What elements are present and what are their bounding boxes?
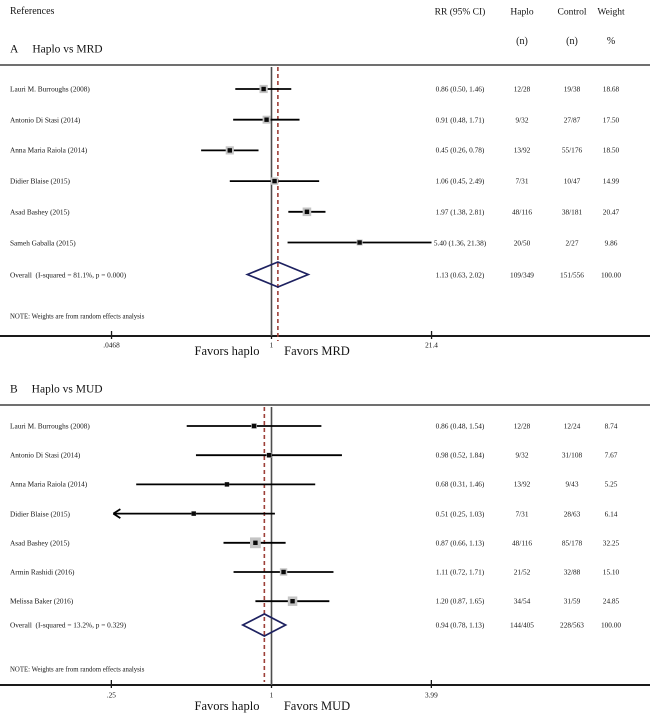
study-label: Melissa Baker (2016) <box>10 596 74 606</box>
study-label: Lauri M. Burroughs (2008) <box>10 84 90 94</box>
study-rr-value: 1.97 (1.38, 2.81) <box>435 207 485 217</box>
study-rr-value: 0.51 (0.25, 1.03) <box>435 508 485 518</box>
study-haplo-value: 20/50 <box>513 237 531 247</box>
study-point-marker <box>253 541 257 545</box>
study-label: Anna Maria Raiola (2014) <box>10 145 88 155</box>
study-control-value: 10/47 <box>563 176 581 186</box>
study-label: Asad Bashey (2015) <box>10 538 70 548</box>
study-rr-value: 1.11 (0.72, 1.71) <box>435 567 485 577</box>
panel-a-favors-left-label: Favors haplo <box>194 343 260 358</box>
study-control-value: 228/563 <box>560 620 584 630</box>
col-subheader-haplo-n: (n) <box>516 36 528 47</box>
study-weight-value: 24.85 <box>602 596 620 606</box>
study-point-marker <box>192 511 196 515</box>
study-weight-value: 8.74 <box>604 421 618 431</box>
study-control-value: 27/87 <box>563 115 581 125</box>
study-control-value: 151/556 <box>560 269 584 279</box>
study-weight-value: 6.14 <box>604 508 618 518</box>
axis-tick-label: .0468 <box>103 340 120 350</box>
col-subheader-control-n: (n) <box>566 36 578 47</box>
study-weight-value: 20.47 <box>602 207 620 217</box>
study-weight-value: 100.00 <box>600 620 622 630</box>
study-point-marker <box>261 87 265 91</box>
study-point-marker <box>290 599 294 603</box>
study-label: Sameh Gaballa (2015) <box>10 237 76 247</box>
study-haplo-value: 13/92 <box>513 145 531 155</box>
study-weight-value: 5.25 <box>604 479 618 489</box>
study-point-marker <box>267 453 271 457</box>
study-control-value: 19/38 <box>563 84 581 94</box>
panel-a-title-text: Haplo vs MRD <box>32 43 103 56</box>
axis-tick-label: 21.4 <box>425 340 438 350</box>
panel-b-title-text: Haplo vs MUD <box>31 383 103 396</box>
study-point-marker <box>357 240 361 244</box>
study-weight-value: 100.00 <box>600 269 622 279</box>
study-rr-value: 0.86 (0.48, 1.54) <box>435 421 485 431</box>
study-point-marker <box>264 118 268 122</box>
study-haplo-value: 48/116 <box>512 538 532 548</box>
study-point-marker <box>225 482 229 486</box>
study-label: Antonio Di Stasi (2014) <box>10 115 81 125</box>
study-label: Anna Maria Raiola (2014) <box>10 479 88 489</box>
study-control-value: 55/176 <box>561 145 583 155</box>
study-label: Overall (I-squared = 13.2%, p = 0.329) <box>10 620 127 630</box>
study-control-value: 28/63 <box>563 508 581 518</box>
study-point-marker <box>252 424 256 428</box>
study-rr-value: 5.40 (1.36, 21.38) <box>433 237 487 247</box>
panel-a-note: NOTE: Weights are from random effects analysis <box>10 313 145 321</box>
col-subheader-weight-pct: % <box>606 36 616 47</box>
study-label: Lauri M. Burroughs (2008) <box>10 421 90 431</box>
study-control-value: 31/108 <box>561 450 583 460</box>
study-weight-value: 7.67 <box>604 450 618 460</box>
study-label: Overall (I-squared = 81.1%, p = 0.000) <box>10 269 127 279</box>
study-control-value: 31/59 <box>563 596 581 606</box>
col-header-haplo: Haplo <box>510 7 534 18</box>
study-haplo-value: 21/52 <box>513 567 531 577</box>
col-header-weight: Weight <box>597 7 625 18</box>
study-point-marker <box>281 570 285 574</box>
study-haplo-value: 34/54 <box>513 596 531 606</box>
study-haplo-value: 48/116 <box>512 207 532 217</box>
study-weight-value: 18.50 <box>602 145 620 155</box>
study-label: Didier Blaise (2015) <box>10 176 70 186</box>
panel-a-title <box>10 44 103 56</box>
study-haplo-value: 109/349 <box>510 269 534 279</box>
study-haplo-value: 13/92 <box>513 479 531 489</box>
panel-b-title <box>10 384 103 396</box>
study-weight-value: 17.50 <box>602 115 620 125</box>
axis-tick-label: 3.99 <box>424 690 438 700</box>
axis-tick-label: 1 <box>269 690 274 700</box>
study-rr-value: 1.20 (0.87, 1.65) <box>435 596 485 606</box>
study-rr-value: 0.98 (0.52, 1.84) <box>435 450 485 460</box>
study-label: Antonio Di Stasi (2014) <box>10 450 81 460</box>
axis-tick-label: .25 <box>106 690 116 700</box>
panel-b-favors-left-label: Favors haplo <box>194 698 260 713</box>
study-haplo-value: 12/28 <box>513 84 531 94</box>
panel-b-favors-right-label: Favors MUD <box>283 698 351 713</box>
study-haplo-value: 144/405 <box>510 620 534 630</box>
panel-a-favors-right-label: Favors MRD <box>284 343 350 358</box>
study-rr-value: 0.94 (0.78, 1.13) <box>435 620 485 630</box>
study-label: Armin Rashidi (2016) <box>10 567 75 577</box>
panel-b-letter: B <box>10 383 18 396</box>
study-control-value: 85/178 <box>561 538 583 548</box>
panel-b-note: NOTE: Weights are from random effects analysis <box>10 666 145 674</box>
col-header-rr: RR (95% CI) <box>434 7 486 18</box>
study-rr-value: 0.87 (0.66, 1.13) <box>435 538 485 548</box>
col-header-control: Control <box>557 7 587 18</box>
axis-tick-label: 1 <box>269 340 274 350</box>
study-control-value: 12/24 <box>563 421 581 431</box>
study-haplo-value: 9/32 <box>515 115 529 125</box>
study-control-value: 38/181 <box>561 207 583 217</box>
study-rr-value: 0.86 (0.50, 1.46) <box>435 84 485 94</box>
study-rr-value: 1.06 (0.45, 2.49) <box>435 176 485 186</box>
study-weight-value: 18.68 <box>602 84 620 94</box>
study-control-value: 9/43 <box>565 479 579 489</box>
study-rr-value: 0.68 (0.31, 1.46) <box>435 479 485 489</box>
study-weight-value: 9.86 <box>604 237 618 247</box>
study-label: Didier Blaise (2015) <box>10 508 70 518</box>
study-weight-value: 14.99 <box>602 176 620 186</box>
study-haplo-value: 7/31 <box>515 176 529 186</box>
study-point-marker <box>228 148 232 152</box>
study-label: Asad Bashey (2015) <box>10 207 70 217</box>
study-point-marker <box>272 179 276 183</box>
study-control-value: 32/88 <box>563 567 581 577</box>
study-control-value: 2/27 <box>565 237 579 247</box>
study-haplo-value: 12/28 <box>513 421 531 431</box>
study-rr-value: 0.45 (0.26, 0.78) <box>435 145 485 155</box>
study-haplo-value: 7/31 <box>515 508 529 518</box>
references-header: References <box>10 6 55 17</box>
study-haplo-value: 9/32 <box>515 450 529 460</box>
panel-a-letter: A <box>10 43 19 56</box>
study-rr-value: 0.91 (0.48, 1.71) <box>435 115 485 125</box>
study-point-marker <box>305 210 309 214</box>
study-weight-value: 32.25 <box>602 538 620 548</box>
study-rr-value: 1.13 (0.63, 2.02) <box>435 269 485 279</box>
study-weight-value: 15.10 <box>602 567 620 577</box>
